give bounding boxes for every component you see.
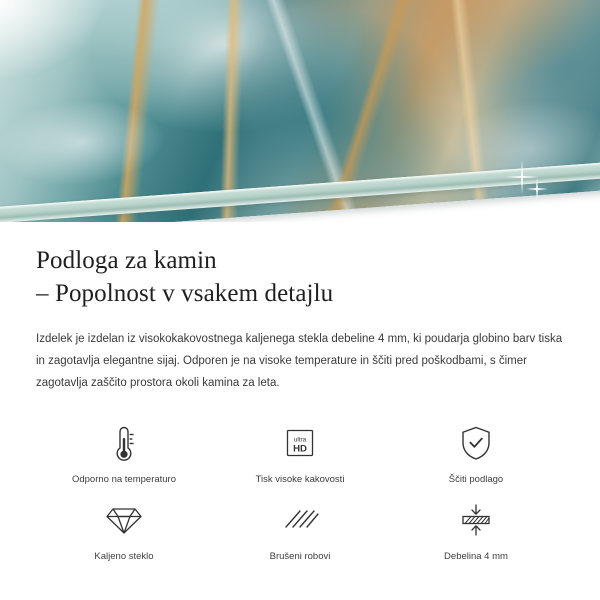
feature-thickness — [388, 497, 564, 563]
headline-line-1: Podloga za kamin — [36, 247, 217, 274]
feature-protects-surface — [388, 420, 564, 486]
svg-text:HD: HD — [293, 443, 307, 455]
description-paragraph: Izdelek je izdelan iz visokokakovostnega kaljenega stekla debeline 4 mm, ki poudarja globino barv tiska in zagotavlja elegantne sijaj. Odporen je na visoke temperature in ščiti pred poškodbami, s čimer zagotavlja zaščito prostora okoli kamina za leta. — [36, 333, 563, 390]
hero-image — [0, 0, 600, 222]
feature-grid — [36, 420, 564, 563]
content-area — [0, 244, 600, 563]
feature-label: Kaljeno steklo — [94, 550, 154, 562]
shield-check-icon — [457, 420, 495, 466]
polished-edges-icon — [278, 497, 322, 543]
feature-label: Debelina 4 mm — [444, 550, 508, 562]
thermometer-icon — [107, 420, 141, 466]
page-title — [36, 244, 564, 310]
hero-image-inner — [0, 0, 600, 222]
thickness-icon — [455, 497, 497, 543]
feature-temperature — [36, 420, 212, 486]
feature-label: Brušeni robovi — [269, 550, 331, 562]
feature-label: Ščiti podlago — [448, 474, 504, 486]
diamond-icon — [102, 497, 146, 543]
ultra-hd-icon — [280, 420, 320, 466]
feature-polished-edges — [212, 497, 388, 563]
svg-text:ultra: ultra — [293, 436, 307, 444]
feature-label: Tisk visoke kakovosti — [255, 474, 345, 486]
headline-line-2: – Popolnost v vsakem detajlu — [36, 280, 334, 307]
feature-print-quality — [212, 420, 388, 486]
feature-tempered-glass — [36, 497, 212, 563]
feature-label: Odporno na temperaturo — [71, 474, 177, 486]
